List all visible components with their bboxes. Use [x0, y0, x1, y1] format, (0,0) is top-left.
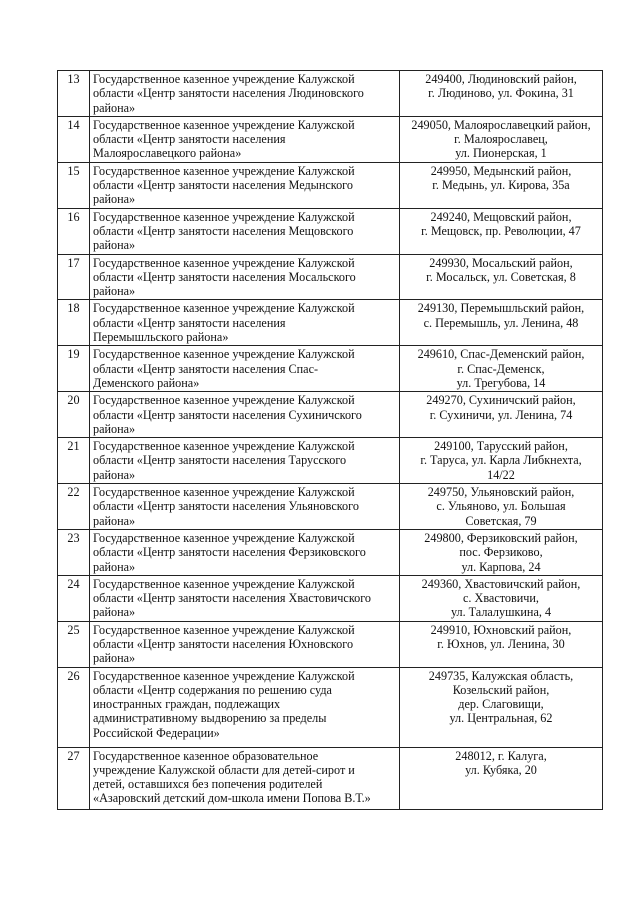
- row-number: 13: [58, 71, 90, 117]
- address-line: Козельский район,: [452, 682, 550, 697]
- institution-name-line: Государственное казенное учреждение Калужской: [93, 347, 355, 362]
- institution-name-line: района»: [93, 284, 136, 299]
- institution-name-line: Перемышльского района»: [93, 330, 229, 345]
- institution-name-line: района»: [93, 559, 136, 574]
- institution-name-line: области «Центр занятости населения Мосальского: [93, 269, 356, 284]
- institution-name-cell: [90, 254, 400, 300]
- row-number: 27: [58, 747, 90, 809]
- institution-name-cell: [90, 529, 400, 575]
- address-line: 14/22: [487, 467, 515, 482]
- institution-name-line: Государственное казенное учреждение Калужской: [93, 439, 355, 454]
- institution-name-line: Государственное казенное учреждение Калужской: [93, 530, 355, 545]
- address-cell: [400, 208, 603, 254]
- address-line: дер. Слаговищи,: [458, 697, 544, 712]
- institution-name-line: области «Центр содержания по решению суда: [93, 682, 332, 697]
- row-number: 20: [58, 392, 90, 438]
- table-row: [58, 484, 603, 530]
- institution-name-line: Государственное казенное учреждение Калужской: [93, 255, 355, 270]
- institution-name-line: Государственное казенное учреждение Калужской: [93, 72, 355, 86]
- institution-name-line: детей, оставшихся без попечения родителей: [93, 777, 323, 792]
- address-line: 249400, Людиновский район,: [425, 72, 577, 86]
- institution-name-line: области «Центр занятости населения Спас-: [93, 361, 319, 376]
- table-row: [58, 300, 603, 346]
- address-cell: [400, 747, 603, 809]
- address-cell: [400, 438, 603, 484]
- institution-name-line: области «Центр занятости населения Юхновского: [93, 636, 354, 651]
- address-cell: [400, 621, 603, 667]
- address-cell: [400, 575, 603, 621]
- address-line: 249360, Хвастовичский район,: [421, 576, 581, 591]
- address-line: 249130, Перемышльский район,: [417, 301, 585, 316]
- address-line: ул. Трегубова, 14: [456, 375, 546, 390]
- institution-name-line: района»: [93, 651, 136, 666]
- institution-name-line: области «Центр занятости населения Хвастовичского: [93, 591, 372, 606]
- address-cell: [400, 392, 603, 438]
- institution-name-line: Государственное казенное учреждение Калужской: [93, 485, 355, 500]
- institution-name-line: области «Центр занятости населения Сухиничского: [93, 407, 362, 422]
- institution-name-line: административному выдворению за пределы: [93, 711, 327, 726]
- institution-name-line: области «Центр занятости населения Медынского: [93, 178, 353, 193]
- row-number: 19: [58, 346, 90, 392]
- institution-name-line: «Азаровский детский дом-школа имени Попова В.Т.»: [93, 791, 371, 806]
- address-line: г. Малоярославец,: [454, 132, 548, 147]
- institution-name-line: района»: [93, 605, 136, 620]
- table-row: [58, 392, 603, 438]
- institution-name-line: района»: [93, 421, 136, 436]
- address-line: 249735, Калужская область,: [428, 668, 574, 683]
- institutions-table-body: [58, 71, 603, 810]
- institution-name-cell: [90, 621, 400, 667]
- institution-name-line: Государственное казенное учреждение Калужской: [93, 163, 355, 178]
- table-row: [58, 208, 603, 254]
- address-cell: [400, 116, 603, 162]
- institution-name-line: области «Центр занятости населения Людиновского: [93, 86, 364, 101]
- institution-name-cell: [90, 484, 400, 530]
- institution-name-cell: [90, 300, 400, 346]
- address-line: г. Мосальск, ул. Советская, 8: [426, 269, 576, 284]
- table-row: [58, 71, 603, 117]
- row-number: 22: [58, 484, 90, 530]
- address-line: ул. Карпова, 24: [461, 559, 541, 574]
- address-line: ул. Кубяка, 20: [465, 762, 537, 777]
- institution-name-line: области «Центр занятости населения Ульяновского: [93, 499, 359, 514]
- institution-name-line: Государственное казенное образовательное: [93, 748, 319, 763]
- address-line: 249950, Медынский район,: [430, 163, 572, 178]
- address-line: г. Мещовск, пр. Революции, 47: [421, 223, 581, 238]
- row-number: 17: [58, 254, 90, 300]
- institution-name-line: Государственное казенное учреждение Калужской: [93, 622, 355, 637]
- address-cell: [400, 300, 603, 346]
- address-line: с. Ульяново, ул. Большая: [436, 499, 566, 514]
- institution-name-cell: [90, 438, 400, 484]
- institution-name-cell: [90, 575, 400, 621]
- row-number: 26: [58, 667, 90, 747]
- institution-name-cell: [90, 667, 400, 747]
- table-row: [58, 254, 603, 300]
- row-number: 23: [58, 529, 90, 575]
- institution-name-line: Государственное казенное учреждение Калужской: [93, 209, 355, 224]
- institution-name-line: района»: [93, 238, 136, 253]
- institution-name-line: области «Центр занятости населения: [93, 315, 286, 330]
- table-row: [58, 575, 603, 621]
- address-line: 249750, Ульяновский район,: [427, 485, 575, 500]
- institution-name-cell: [90, 162, 400, 208]
- address-line: с. Перемышль, ул. Ленина, 48: [423, 315, 579, 330]
- table-row: [58, 438, 603, 484]
- institution-name-line: Государственное казенное учреждение Калужской: [93, 393, 355, 408]
- address-line: 249050, Малоярославецкий район,: [411, 117, 591, 132]
- institution-name-line: Деменского района»: [93, 375, 200, 390]
- row-number: 24: [58, 575, 90, 621]
- address-line: г. Сухиничи, ул. Ленина, 74: [429, 407, 573, 422]
- address-line: 249240, Мещовский район,: [430, 209, 572, 224]
- address-line: Советская, 79: [465, 513, 537, 528]
- address-line: ул. Центральная, 62: [449, 711, 553, 726]
- institutions-table: [57, 70, 603, 810]
- address-cell: [400, 71, 603, 117]
- row-number: 16: [58, 208, 90, 254]
- institution-name-line: иностранных граждан, подлежащих: [93, 697, 281, 712]
- address-cell: [400, 162, 603, 208]
- address-line: г. Юхнов, ул. Ленина, 30: [437, 636, 565, 651]
- institution-name-line: Государственное казенное учреждение Калужской: [93, 117, 355, 132]
- institution-name-line: Государственное казенное учреждение Калужской: [93, 301, 355, 316]
- row-number: 18: [58, 300, 90, 346]
- address-cell: [400, 254, 603, 300]
- institution-name-cell: [90, 71, 400, 117]
- table-row: [58, 667, 603, 747]
- row-number: 25: [58, 621, 90, 667]
- institution-name-line: Государственное казенное учреждение Калужской: [93, 576, 355, 591]
- institution-name-line: района»: [93, 192, 136, 207]
- table-row: [58, 346, 603, 392]
- institution-name-line: учреждение Калужской области для детей-сирот и: [93, 762, 355, 777]
- address-line: г. Спас-Деменск,: [457, 361, 545, 376]
- institution-name-cell: [90, 346, 400, 392]
- institution-name-line: области «Центр занятости населения Тарусского: [93, 453, 347, 468]
- address-line: ул. Талалушкина, 4: [450, 605, 552, 620]
- address-line: г. Медынь, ул. Кирова, 35а: [432, 178, 570, 193]
- address-line: ул. Пионерская, 1: [455, 146, 547, 161]
- row-number: 14: [58, 116, 90, 162]
- address-cell: [400, 484, 603, 530]
- address-line: 248012, г. Калуга,: [455, 748, 547, 763]
- institution-name-cell: [90, 116, 400, 162]
- institution-name-line: области «Центр занятости населения Мещовского: [93, 223, 354, 238]
- table-row: [58, 747, 603, 809]
- address-line: 249100, Тарусский район,: [434, 439, 568, 454]
- address-cell: [400, 346, 603, 392]
- institution-name-cell: [90, 747, 400, 809]
- row-number: 21: [58, 438, 90, 484]
- address-line: 249910, Юхновский район,: [430, 622, 572, 637]
- institution-name-line: района»: [93, 100, 136, 115]
- institution-name-line: области «Центр занятости населения: [93, 132, 286, 147]
- address-line: г. Людиново, ул. Фокина, 31: [428, 86, 574, 101]
- institution-name-line: Государственное казенное учреждение Калужской: [93, 668, 355, 683]
- institution-name-line: Малоярославецкого района»: [93, 146, 242, 161]
- address-cell: [400, 667, 603, 747]
- address-line: с. Хвастовичи,: [463, 591, 539, 606]
- institution-name-line: района»: [93, 513, 136, 528]
- institution-name-line: области «Центр занятости населения Ферзиковского: [93, 545, 366, 560]
- table-row: [58, 116, 603, 162]
- row-number: 15: [58, 162, 90, 208]
- address-line: 249800, Ферзиковский район,: [424, 530, 578, 545]
- address-line: 249270, Сухиничский район,: [426, 393, 576, 408]
- address-cell: [400, 529, 603, 575]
- institution-name-line: района»: [93, 467, 136, 482]
- address-line: пос. Ферзиково,: [459, 545, 543, 560]
- table-row: [58, 621, 603, 667]
- address-line: 249610, Спас-Деменский район,: [417, 347, 585, 362]
- table-row: [58, 529, 603, 575]
- table-row: [58, 162, 603, 208]
- address-line: г. Таруса, ул. Карла Либкнехта,: [420, 453, 582, 468]
- institution-name-cell: [90, 392, 400, 438]
- address-line: 249930, Мосальский район,: [429, 255, 573, 270]
- institution-name-line: Российской Федерации»: [93, 725, 220, 740]
- institution-name-cell: [90, 208, 400, 254]
